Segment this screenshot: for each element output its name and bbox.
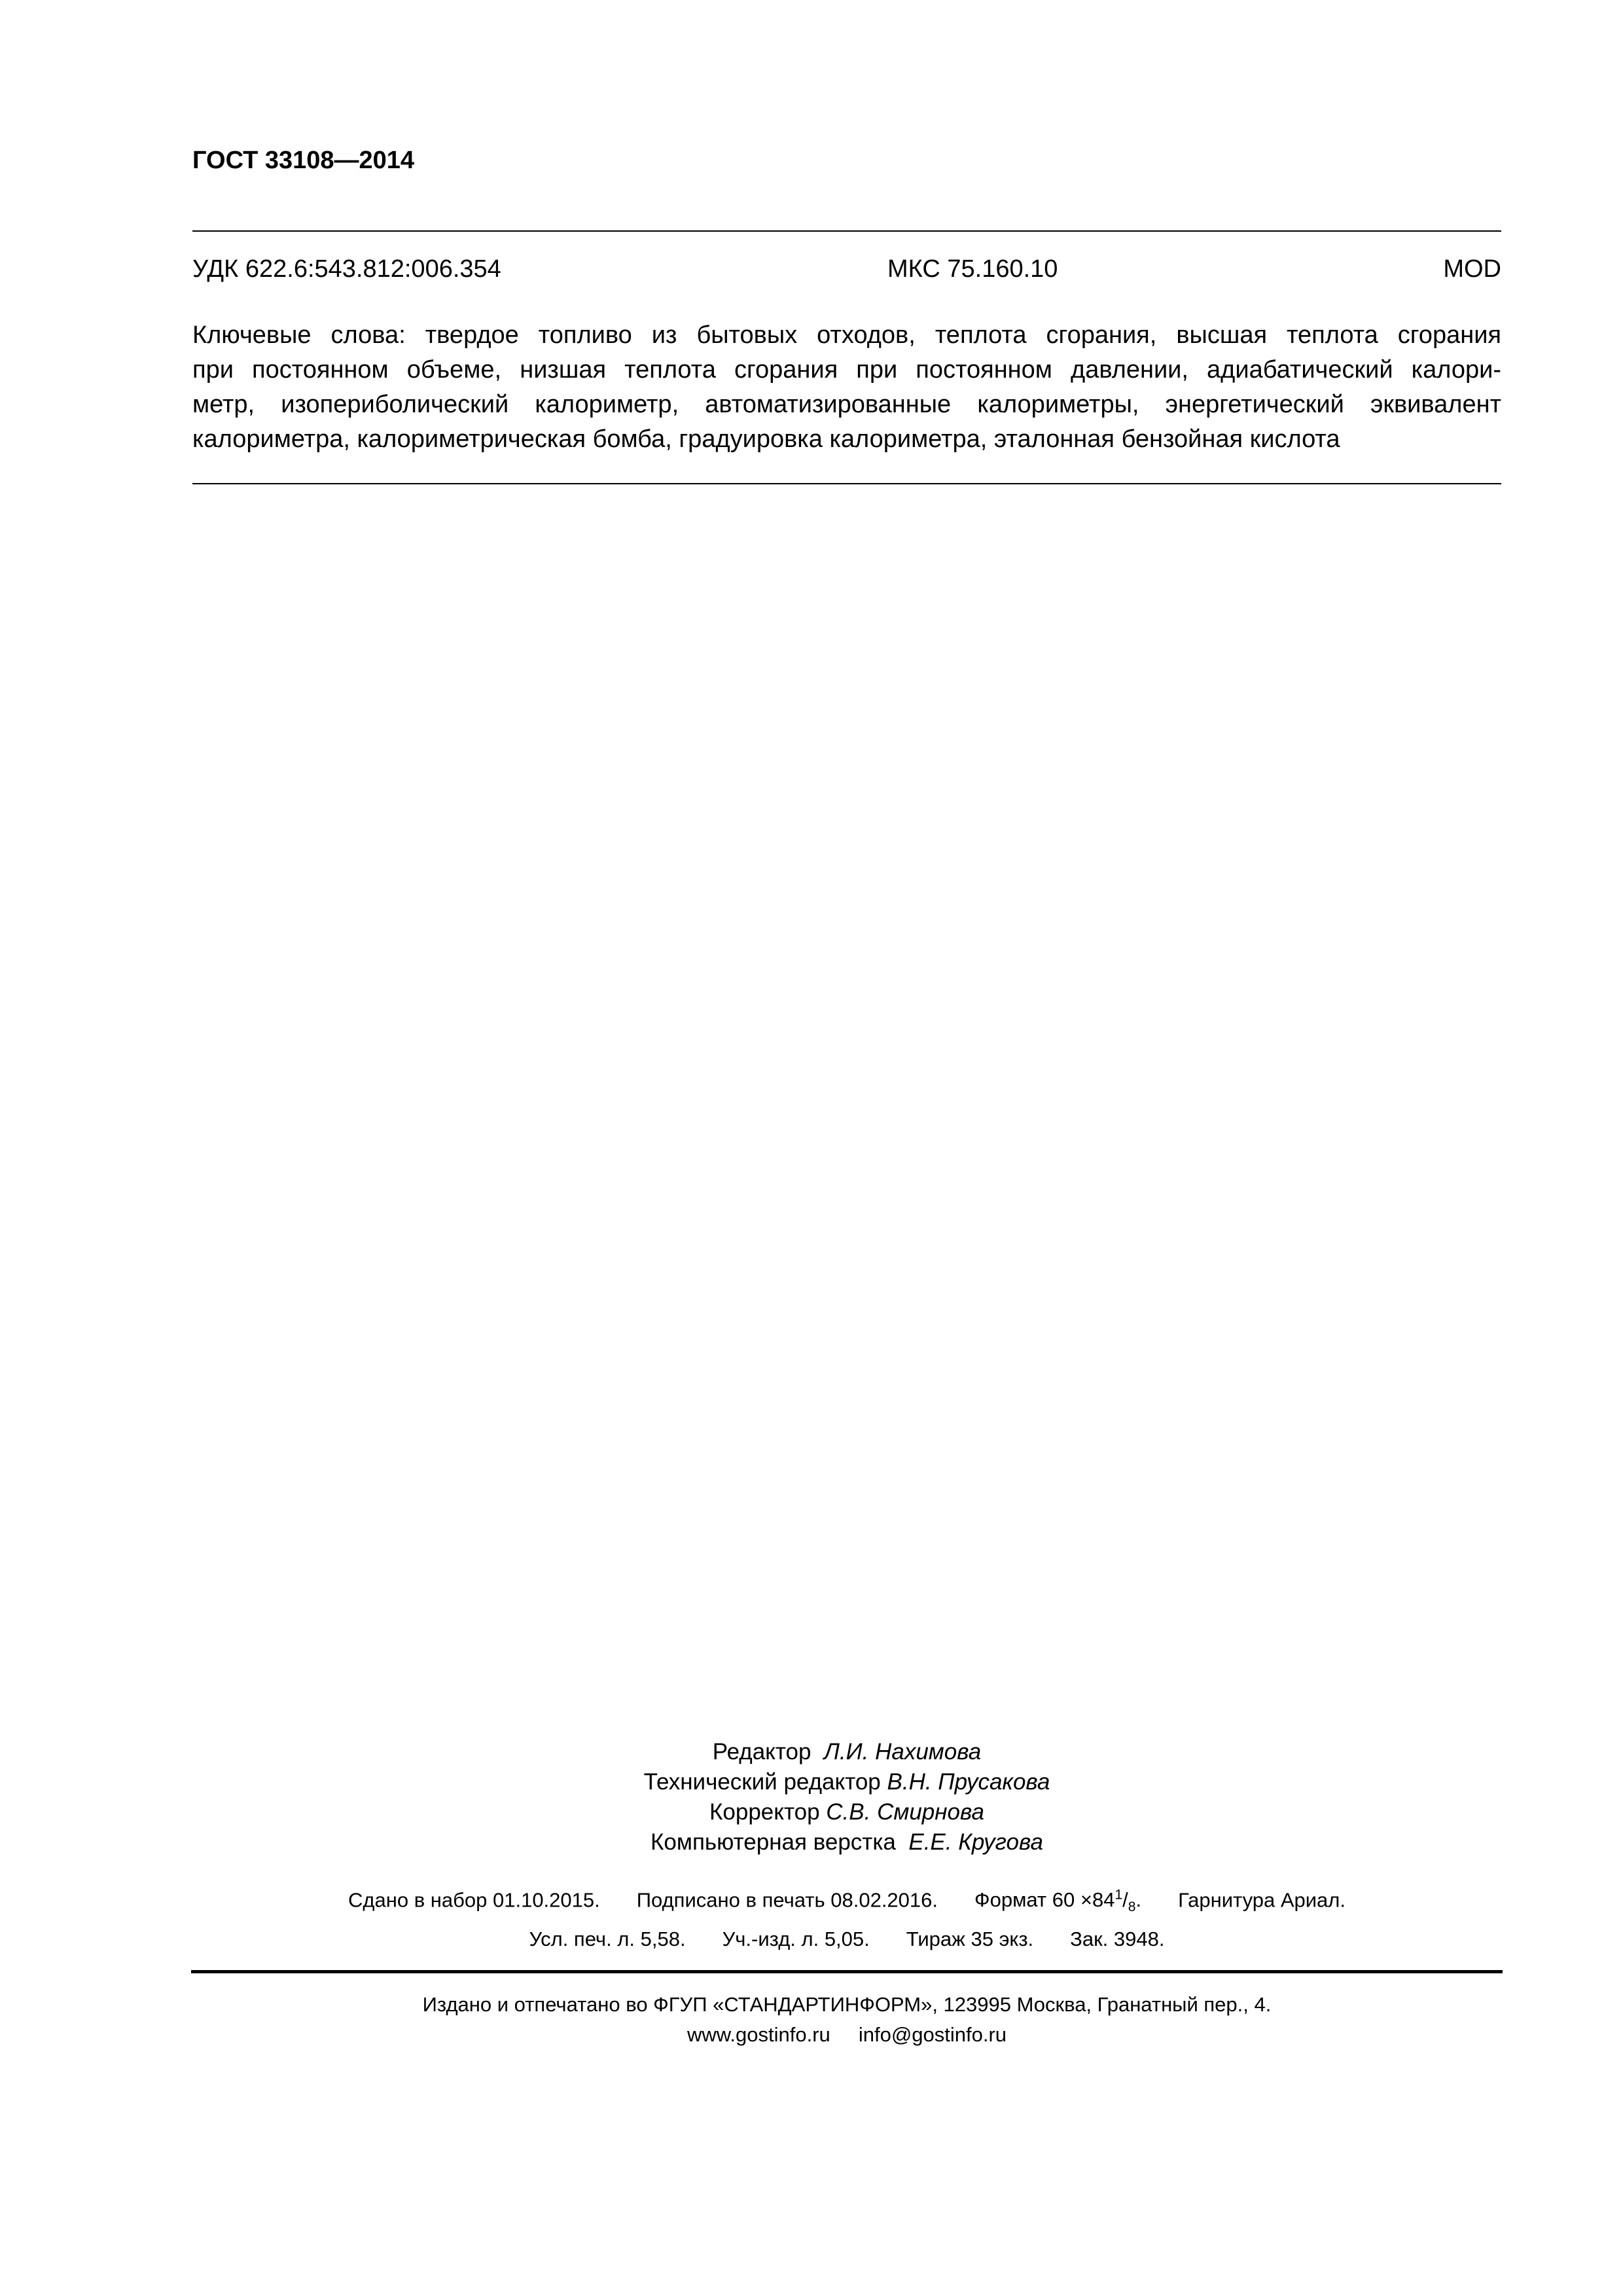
pub-sheets: Уч.-изд. л. 5,05. (722, 1928, 870, 1950)
credits-block (192, 1737, 1501, 1857)
circulation: Тираж 35 экз. (906, 1928, 1034, 1950)
submitted-date: Сдано в набор 01.10.2015. (348, 1888, 600, 1912)
typeface: Гарнитура Ариал. (1178, 1888, 1346, 1912)
keywords-line: метр, изопериболический калориметр, автоматизированные калориметры, энергетический эквивалент (192, 391, 1501, 418)
keywords-block (192, 318, 1501, 457)
mod-label: MOD (1443, 255, 1501, 283)
tech-editor-name: В.Н. Прусакова (887, 1769, 1050, 1795)
document-id: ГОСТ 33108—2014 (192, 147, 415, 174)
paper-format: Формат $60 \times 84^1/_8$. (974, 1888, 1142, 1915)
editor-line (192, 1737, 1501, 1767)
layout-line (192, 1827, 1501, 1857)
corrector-name: С.В. Смирнова (826, 1799, 984, 1825)
keywords-divider (192, 483, 1501, 484)
tech-editor-line (192, 1767, 1501, 1797)
editor-label: Редактор (712, 1739, 812, 1765)
contacts-line (192, 2020, 1501, 2050)
mks-code: МКС 75.160.10 (887, 255, 1058, 283)
signed-date: Подписано в печать 08.02.2016. (636, 1888, 938, 1912)
tech-editor-label: Технический редактор (643, 1769, 881, 1795)
email-link[interactable]: info@gostinfo.ru (858, 2023, 1007, 2046)
keywords-line: Ключевые слова: твердое топливо из бытовых отходов, теплота сгорания, высшая теплота сгорания (192, 321, 1501, 349)
order-number: Зак. 3948. (1070, 1928, 1165, 1950)
publisher-address: Издано и отпечатано во ФГУП «СТАНДАРТИНФОРМ», 123995 Москва, Гранатный пер., 4. (422, 1993, 1272, 2016)
editor-name: Л.И. Нахимова (823, 1739, 982, 1765)
imprint-divider (191, 1970, 1503, 1973)
classification-row (192, 255, 1501, 288)
publication-line-1 (192, 1888, 1501, 1916)
keywords-line: калориметра, калориметрическая бомба, градуировка калориметра, эталонная бензойная кислота (192, 425, 1340, 453)
corrector-label: Корректор (709, 1799, 820, 1825)
print-sheets: Усл. печ. л. 5,58. (529, 1928, 686, 1950)
corrector-line (192, 1797, 1501, 1827)
layout-name: Е.Е. Кругова (908, 1829, 1043, 1855)
imprint-block (192, 1990, 1501, 2050)
layout-label: Компьютерная верстка (651, 1829, 896, 1855)
keywords-line: при постоянном объеме, низшая теплота сгорания при постоянном давлении, адиабатический калори- (192, 356, 1501, 384)
udk-code: УДК 622.6:543.812:006.354 (192, 255, 501, 283)
publication-line-2 (192, 1928, 1501, 1951)
website-link[interactable]: www.gostinfo.ru (687, 2023, 830, 2046)
top-divider (192, 230, 1501, 232)
